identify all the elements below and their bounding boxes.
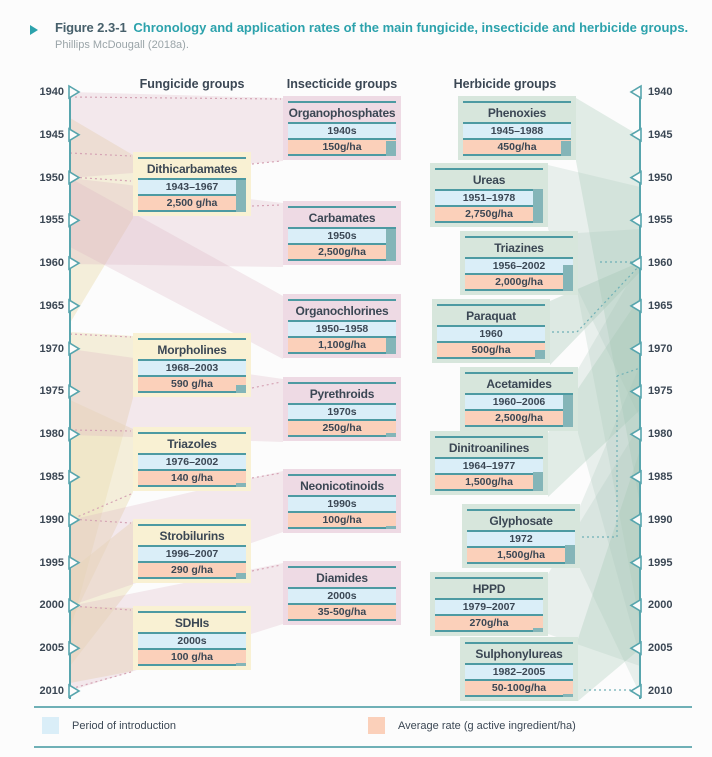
rate-magnitude-bar: [533, 189, 543, 223]
rate-magnitude-bar: [236, 483, 246, 487]
group-box-strobilurins: [133, 519, 251, 583]
rate-bar: 50-100g/ha: [465, 679, 573, 697]
legend-period-label: Period of introduction: [72, 720, 176, 732]
group-box-triazoles: [133, 427, 251, 491]
group-title: Strobilurins: [159, 529, 225, 543]
rate-swatch-icon: [368, 717, 385, 734]
period-bar: 1943–1967: [138, 178, 246, 194]
legend-top-divider: [34, 706, 692, 708]
group-box-dithicarbamates: [133, 152, 251, 216]
period-bar: 1968–2003: [138, 359, 246, 375]
period-bar: 1956–2002: [465, 257, 573, 273]
year-label-right-1970: 1970: [648, 343, 673, 355]
rate-magnitude-bar: [386, 338, 396, 354]
figure-number: 2.3-1: [97, 20, 127, 35]
group-title: Organochlorines: [295, 304, 389, 318]
year-label-left-1985: 1985: [39, 471, 64, 483]
group-title: Carbamates: [308, 211, 376, 225]
column-header-herbicide-groups: Herbicide groups: [453, 77, 557, 91]
year-label-right-1955: 1955: [648, 214, 673, 226]
figure-source: Phillips McDougall (2018a).: [55, 39, 189, 51]
rate-magnitude-bar: [533, 472, 543, 491]
group-box-neonicotinoids: [283, 469, 401, 533]
rate-magnitude-bar: [533, 628, 543, 632]
rate-magnitude-bar: [563, 265, 573, 291]
group-title: Ureas: [472, 173, 506, 187]
year-label-right-2010: 2010: [648, 685, 673, 697]
rate-magnitude-bar: [565, 545, 575, 564]
group-title: Neonicotinoids: [300, 479, 384, 493]
year-label-left-1960: 1960: [39, 257, 64, 269]
group-title: Glyphosate: [489, 514, 553, 528]
period-bar: 1950–1958: [288, 320, 396, 336]
rate-magnitude-bar: [386, 229, 396, 261]
year-label-right-1965: 1965: [648, 300, 673, 312]
period-bar: 1976–2002: [138, 453, 246, 469]
group-box-dinitroanilines: [430, 431, 548, 495]
period-bar: 1990s: [288, 495, 396, 511]
group-title: Phenoxies: [487, 106, 547, 120]
rate-bar: 2,000g/ha: [465, 273, 573, 291]
rate-magnitude-bar: [236, 573, 246, 579]
group-title: SDHIs: [174, 616, 210, 630]
figure-title: Chronology and application rates of the main fungicide, insecticide and herbicide groups.: [133, 20, 689, 35]
rate-bar: 590 g/ha: [138, 375, 246, 393]
rate-magnitude-bar: [563, 395, 573, 427]
rate-bar: 450g/ha: [463, 138, 571, 156]
rate-magnitude-bar: [236, 385, 246, 393]
period-bar: 1960–2006: [465, 393, 573, 409]
year-label-right-1945: 1945: [648, 129, 673, 141]
year-label-right-1990: 1990: [648, 514, 673, 526]
year-label-left-1990: 1990: [39, 514, 64, 526]
period-bar: 1982–2005: [465, 663, 573, 679]
group-box-organophosphates: [283, 96, 401, 160]
group-box-phenoxies: [458, 96, 576, 160]
group-box-hppd: [430, 572, 548, 636]
rate-bar: 140 g/ha: [138, 469, 246, 487]
group-title: Triazoles: [167, 437, 217, 451]
group-box-triazines: [460, 231, 578, 295]
rate-magnitude-bar: [236, 180, 246, 212]
group-box-organochlorines: [283, 294, 401, 358]
group-box-acetamides: [460, 367, 578, 431]
rate-magnitude-bar: [535, 350, 545, 359]
period-bar: 2000s: [288, 587, 396, 603]
year-label-left-2005: 2005: [39, 642, 64, 654]
year-label-right-2005: 2005: [648, 642, 673, 654]
rate-bar: 290 g/ha: [138, 561, 246, 579]
rate-bar: 1,100g/ha: [288, 336, 396, 354]
rate-bar: 1,500g/ha: [467, 546, 575, 564]
group-title: Organophosphates: [288, 106, 396, 120]
period-bar: 1940s: [288, 122, 396, 138]
group-title: Dinitroanilines: [448, 441, 530, 455]
rate-bar: 2,500g/ha: [465, 409, 573, 427]
group-title: Pyrethroids: [309, 387, 375, 401]
group-title: Sulphonylureas: [475, 647, 563, 661]
year-label-right-1985: 1985: [648, 471, 673, 483]
year-label-left-2000: 2000: [39, 599, 64, 611]
rate-bar: 1,500g/ha: [435, 473, 543, 491]
year-label-left-1940: 1940: [39, 86, 64, 98]
legend-bottom-divider: [34, 746, 692, 748]
period-bar: 1945–1988: [463, 122, 571, 138]
group-title: Morpholines: [157, 343, 227, 357]
period-bar: 1950s: [288, 227, 396, 243]
rate-bar: 250g/ha: [288, 419, 396, 437]
period-bar: 1964–1977: [435, 457, 543, 473]
legend-rate-label: Average rate (g active ingredient/ha): [398, 720, 576, 732]
period-bar: 1951–1978: [435, 189, 543, 205]
year-label-right-1980: 1980: [648, 428, 673, 440]
group-box-diamides: [283, 561, 401, 625]
rate-bar: 500g/ha: [437, 341, 545, 359]
rate-magnitude-bar: [386, 526, 396, 529]
rate-magnitude-bar: [386, 141, 396, 156]
year-label-right-1975: 1975: [648, 385, 673, 397]
group-title: HPPD: [472, 582, 506, 596]
year-label-left-1970: 1970: [39, 343, 64, 355]
rate-bar: 100 g/ha: [138, 648, 246, 666]
rate-magnitude-bar: [236, 663, 246, 666]
period-swatch-icon: [42, 717, 59, 734]
rate-magnitude-bar: [561, 141, 571, 156]
rate-bar: 150g/ha: [288, 138, 396, 156]
group-box-morpholines: [133, 333, 251, 397]
period-bar: 1970s: [288, 403, 396, 419]
year-label-left-1945: 1945: [39, 129, 64, 141]
period-bar: 1972: [467, 530, 575, 546]
group-box-sulphonylureas: [460, 637, 578, 701]
year-label-left-1965: 1965: [39, 300, 64, 312]
year-label-left-1975: 1975: [39, 385, 64, 397]
period-bar: 2000s: [138, 632, 246, 648]
column-header-fungicide-groups: Fungicide groups: [139, 77, 245, 91]
period-bar: 1996–2007: [138, 545, 246, 561]
group-title: Acetamides: [486, 377, 552, 391]
rate-bar: 2,500 g/ha: [138, 194, 246, 212]
group-box-carbamates: [283, 201, 401, 265]
rate-magnitude-bar: [563, 694, 573, 697]
year-label-left-2010: 2010: [39, 685, 64, 697]
year-label-right-2000: 2000: [648, 599, 673, 611]
group-title: Dithicarbamates: [146, 162, 238, 176]
year-label-left-1980: 1980: [39, 428, 64, 440]
period-bar: 1960: [437, 325, 545, 341]
rate-bar: 100g/ha: [288, 511, 396, 529]
year-label-right-1960: 1960: [648, 257, 673, 269]
group-title: Triazines: [494, 241, 544, 255]
year-label-right-1995: 1995: [648, 557, 673, 569]
period-bar: 1979–2007: [435, 598, 543, 614]
group-box-sdhis: [133, 606, 251, 670]
column-header-insecticide-groups: Insecticide groups: [286, 77, 398, 91]
rate-bar: 35-50g/ha: [288, 603, 396, 621]
year-label-left-1995: 1995: [39, 557, 64, 569]
rate-magnitude-bar: [386, 433, 396, 437]
group-title: Paraquat: [466, 309, 516, 323]
year-label-right-1940: 1940: [648, 86, 673, 98]
year-label-left-1950: 1950: [39, 172, 64, 184]
group-box-paraquat: [432, 299, 550, 363]
rate-bar: 2,750g/ha: [435, 205, 543, 223]
rate-bar: 270g/ha: [435, 614, 543, 632]
year-label-right-1950: 1950: [648, 172, 673, 184]
group-box-glyphosate: [462, 504, 580, 568]
group-box-pyrethroids: [283, 377, 401, 441]
figure-label: Figure: [55, 20, 94, 35]
group-title: Diamides: [316, 571, 368, 585]
year-label-left-1955: 1955: [39, 214, 64, 226]
rate-bar: 2,500g/ha: [288, 243, 396, 261]
group-box-ureas: [430, 163, 548, 227]
